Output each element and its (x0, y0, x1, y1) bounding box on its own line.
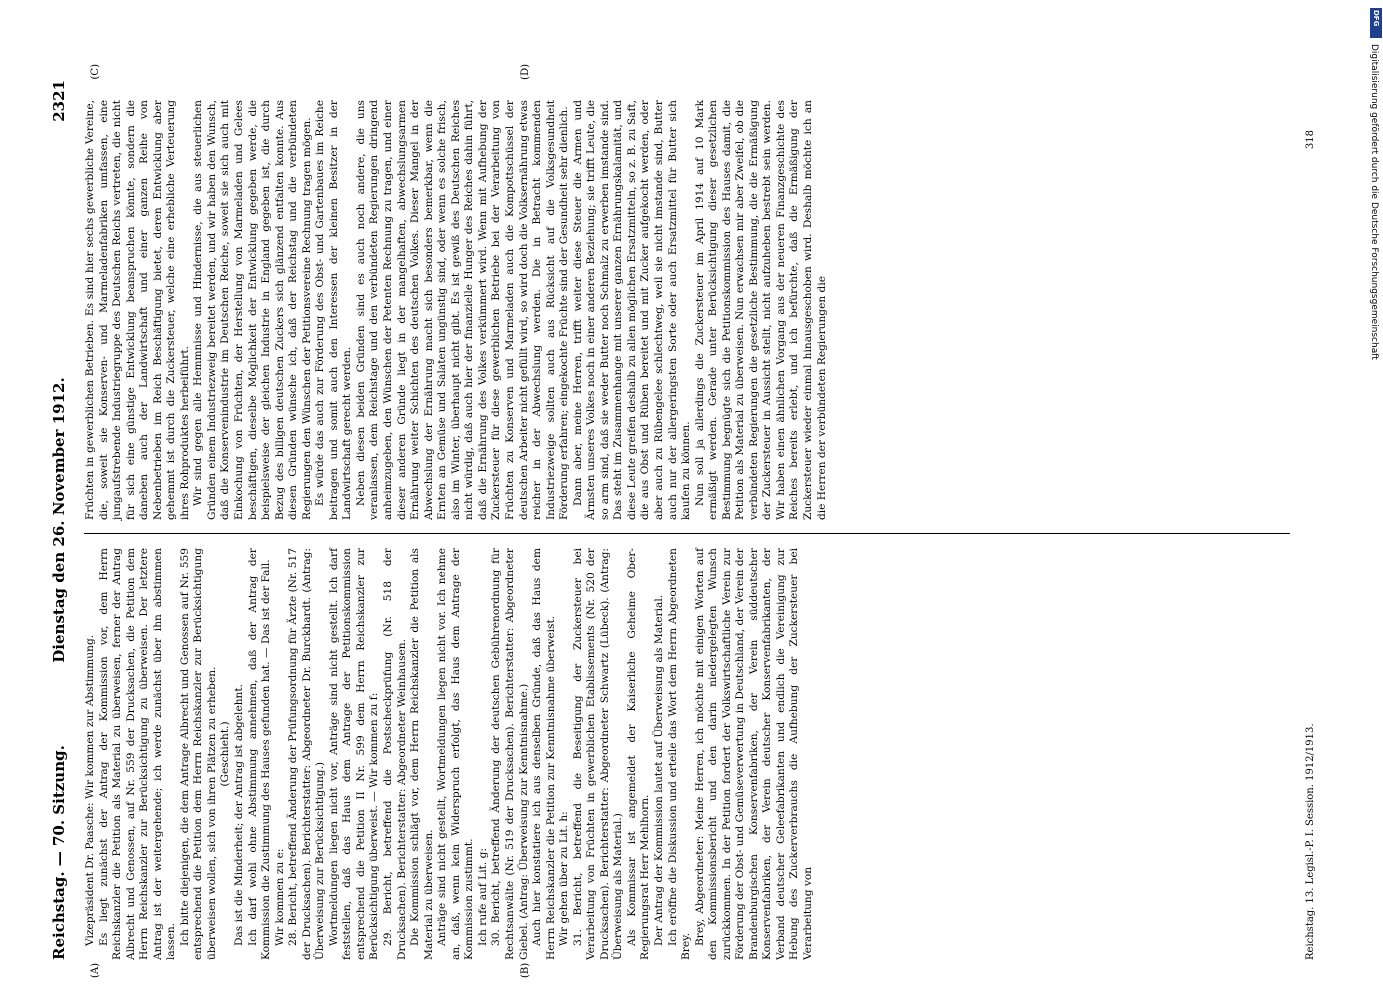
right-column (84, 100, 1288, 520)
paragraph: 28. Bericht, betreffend Änderung der Prüfungsordnung für Ärzte (Nr. 517 der Drucksachen). Berichterstatter: Abgeordneter Dr. Burckhardt. (Antrag: Überweisung zur Berücksichtigung.) (287, 548, 327, 960)
left-column (84, 548, 1288, 960)
paragraph: Nun soll ja allerdings die Zuckersteuer im April 1914 auf 10 Mark ermäßigt werden. Gerade unter Berücksichtigung dieser gesetzlichen Bestimmung begnügte sich die Petitionskommission des Hauses damit, die Petition als Material zu überweisen. Nun erwachsen mir aber Zweifel, ob die verbündeten Regierungen die gesetzliche Bestimmung, die die Ermäßigung der Zuckersteuer in Aussicht stellt, nicht aufzuheben bestrebt sein werden. Wir haben einen ähnlichen Vorgang aus der neueren Finanzgeschichte des Reiches bereits erlebt, und ich befürchte, daß die Ermäßigung der Zuckersteuer wieder einmal hinausgeschoben wird. Deshalb möchte ich an die Herren der verbündeten Regierungen die (693, 100, 828, 520)
paragraph: Ich rufe auf Lit. g: (476, 848, 489, 946)
footer-sheet-number: 318 (1305, 130, 1316, 150)
margin-mark-b: (B) (520, 962, 531, 978)
document-page (40, 60, 1330, 980)
paragraph: Der Antrag der Kommission lautet auf Überweisung als Material. (652, 594, 665, 946)
dfg-logo: DFG (1370, 8, 1382, 38)
digitization-note (1367, 44, 1381, 844)
header-left: Reichstag. — 70. Sitzung. (50, 745, 68, 960)
column-divider (84, 533, 1290, 534)
paragraph: Anträge sind nicht gestellt, Wortmeldungen liegen nicht vor. Ich nehme an, daß, wenn kein Widerspruch erfolgt, das Haus dem Antrage der Kommission zustimmt. (436, 548, 476, 960)
margin-mark-d: (D) (520, 64, 531, 80)
paragraph: Ich darf wohl ohne Abstimmung annehmen, daß der Antrag der Kommission die Zustimmung des Hauses gefunden hat. — Das ist der Fall. (246, 548, 273, 960)
page-number: 2321 (50, 80, 68, 122)
paragraph: Brey, Abgeordneter: Meine Herren, ich möchte mit einigen Worten auf den Kommissionsbericht und den darin niedergelegten Wunsch zurückkommen. In der Petition fordert der Volkswirtschaftliche Verein zur Förderung der Obst- und Gemüseverwertung in Deutschland, der Verein der Brandenburgischen Konservenfabriken, der Verein süddeutscher Konservenfabriken, der Verein deutscher Konservenfabrikanten, der Verband deutscher Geleefabrikanten und endlich die Vereinigung zur Hebung des Zuckerverbrauchs die Aufhebung der Zuckersteuer bei Verarbeitung von (693, 548, 814, 960)
margin-mark-a: (A) (90, 962, 101, 978)
paragraph: Dann aber, meine Herren, trifft weiter diese Steuer die Armen und Ärmsten unseres Volkes noch in einer anderen Beziehung; sie trifft Leute, die so arm sind, daß sie weder Butter noch Schmalz zu erwerben imstande sind. Das steht im Zusammenhange mit unserer ganzen Ernährungskalamität, und diese Leute greifen deshalb zu allen möglichen Ersatzmitteln, so z. B. zu Saft, die aus Obst und Rüben bereitet und mit Zucker aufgekocht werden, oder aber auch zu Rübengelee schlechtweg, weil sie nicht imstande sind, Butter auch nur der allergeringsten Sorte oder auch Ersatzmittel für Butter sich kaufen zu können. (571, 100, 693, 520)
paragraph: Es würde das auch zur Förderung des Obst- und Gartenbaues im Reiche beitragen und somit auch den Interessen der kleinen Besitzer in der Landwirtschaft gerecht werden. (314, 100, 354, 520)
paragraph: Als Kommissar ist angemeldet der Kaiserliche Geheime Ober-Regierungsrat Herr Mehlhorn. (625, 548, 652, 960)
paragraph: Neben diesen beiden Gründen sind es auch noch andere, die uns veranlassen, dem Reichstage und den verbündeten Regierungen dringend anheimzugeben, den Wünschen der Petenten Rechnung zu tragen, und einer dieser anderen Gründe liegt in der mangelhaften, abwechslungsarmen Ernährung weiter Schichten des deutschen Volkes. Dieser Mangel in der Abwechslung der Ernährung macht sich besonders bemerkbar, wenn die Ernten an Gemüse und Salaten ungünstig sind, oder wenn es solche frisch, also im Winter, überhaupt nicht gibt. Es ist gewiß des Deutschen Reiches nicht würdig, daß auch hier der finanzielle Hunger des Reiches dahin führt, daß die Ernährung des Volkes verkümmert wird. Wenn mit Aufhebung der Zuckersteuer für diese gewerblichen Betriebe bei der Verarbeitung von Früchten zu Konserven und Marmeladen auch die Kompottschüssel der deutschen Arbeiter nicht gefüllt wird, so wird doch die Volksernährung etwas reicher in der Abwechslung werden. Die in Betracht kommenden Industriezweige sollten auch aus Rücksicht auf die Volksgesundheit Förderung erfahren; eingekochte Früchte sind der Gesundheit sehr dienlich. (354, 100, 571, 520)
margin-mark-c: (C) (90, 64, 101, 80)
paragraph: Wir kommen zu e: (273, 848, 286, 946)
header-date: Dienstag den 26. November 1912. (50, 377, 68, 663)
paragraph: 31. Bericht, betreffend die Beseitigung der Zuckersteuer bei Verarbeitung von Früchten in gewerblichen Etablissements (Nr. 520 der Drucksachen). Berichterstatter: Abgeordneter Schwartz (Lübeck). (Antrag: Überweisung als Material.) (571, 548, 625, 960)
paragraph: Die Kommission schlägt vor, dem Herrn Reichskanzler die Petition als Material zu überweisen. (409, 548, 435, 960)
paragraph: Vizepräsident Dr. Paasche: Wir kommen zur Abstimmung. (84, 634, 96, 946)
paragraph: Ich eröffne die Diskussion und erteile das Wort dem Herrn Abgeordneten Brey. (666, 548, 693, 960)
paragraph: Wir sind gegen alle Hemmnisse und Hindernisse, die aus steuerlichen Gründen einem Industriezweig bereitet werden, und wir haben den Wunsch, daß die Konservenindustrie im Deutschen Reiche, soweit sie sich auch mit Einkochung von Früchten, der Herstellung von Marmeladen und Gelees beschäftigen, dieselbe Möglichkeit der Entwicklung gegeben werde, die beispielsweise der gleichen Industrie in England gegeben ist, die durch Bezug des billigen deutschen Zuckers sich glänzend entfalten konnte. Aus diesen Gründen wünsche ich, daß der Reichstag und die verbündeten Regierungen den Wünschen der Petitionsvereine Rechnung tragen mögen. (192, 100, 313, 520)
paragraph: Wir gehen über zu Lit. h: (558, 811, 571, 946)
paragraph: 29. Bericht, betreffend die Postscheckprüfung (Nr. 518 der Drucksachen). Berichterstatter: Abgeordneter Weinhausen. (382, 548, 408, 960)
footer-session: Reichstag. 13. Legisl.-P. I. Session. 1912/1913. (1305, 723, 1316, 960)
digitization-note-text: Digitalisierung gefördert durch die Deutsche Forschungsgemeinschaft (1369, 44, 1379, 360)
paragraph: Es liegt zunächst der Antrag der Kommission vor, dem Herrn Reichskanzler die Petition als Material zu überweisen, ferner der Antrag Albrecht und Genossen, auf Nr. 559 der Drucksachen, die Petition dem Herrn Reichskanzler zur Berücksichtigung zu überweisen. Der letztere Antrag ist der weitergehende; ich werde zunächst über ihn abstimmen lassen. (97, 548, 178, 960)
paragraph: Auch hier konstatiere ich aus denselben Gründe, daß das Haus dem Herrn Reichskanzler die Petition zur Kenntnisnahme überweist. (531, 548, 557, 960)
paragraph: Das ist die Minderheit; der Antrag ist abgelehnt. (233, 684, 246, 946)
paragraph: Früchten in gewerblichen Betrieben. Es sind hier sechs gewerbliche Vereine, die, soweit sie Konserven- und Marmeladenfabriken umfassen, eine jungaufstrebende Industriegruppe des Deutschen Reichs vertreten, die nicht für sich eine günstige Entwicklung beanspruchen könnte, sondern die daneben auch der Landwirtschaft und einer ganzen Reihe von Nebenbetrieben im Reich Beschäftigung bietet, deren Entwicklung aber gehemmt ist durch die Zuckersteuer, welche eine erhebliche Verteuerung ihres Rohproduktes herbeiführt. (84, 100, 191, 520)
running-head (50, 80, 78, 960)
paragraph: (Geschieht.) (219, 721, 232, 787)
paragraph: Ich bitte diejenigen, die dem Antrage Albrecht und Genossen auf Nr. 559 entsprechend die Petition dem Herrn Reichskanzler zur Berücksichtigung überweisen wollen, sich von ihren Plätzen zu erheben. (178, 548, 218, 960)
paragraph: Wortmeldungen liegen nicht vor, Anträge sind nicht gestellt. Ich darf feststellen, daß das Haus dem Antrage der Petitionskommission entsprechend die Petition II Nr. 599 dem Herrn Reichskanzler zur Berücksichtigung überweist. — Wir kommen zu f: (327, 548, 381, 960)
paragraph: 30. Bericht, betreffend Änderung der deutschen Gebührenordnung für Rechtsanwälte (Nr. 519 der Drucksachen). Berichterstatter: Abgeordneter Giebel. (Antrag: Überweisung zur Kenntnisnahme.) (490, 548, 530, 960)
